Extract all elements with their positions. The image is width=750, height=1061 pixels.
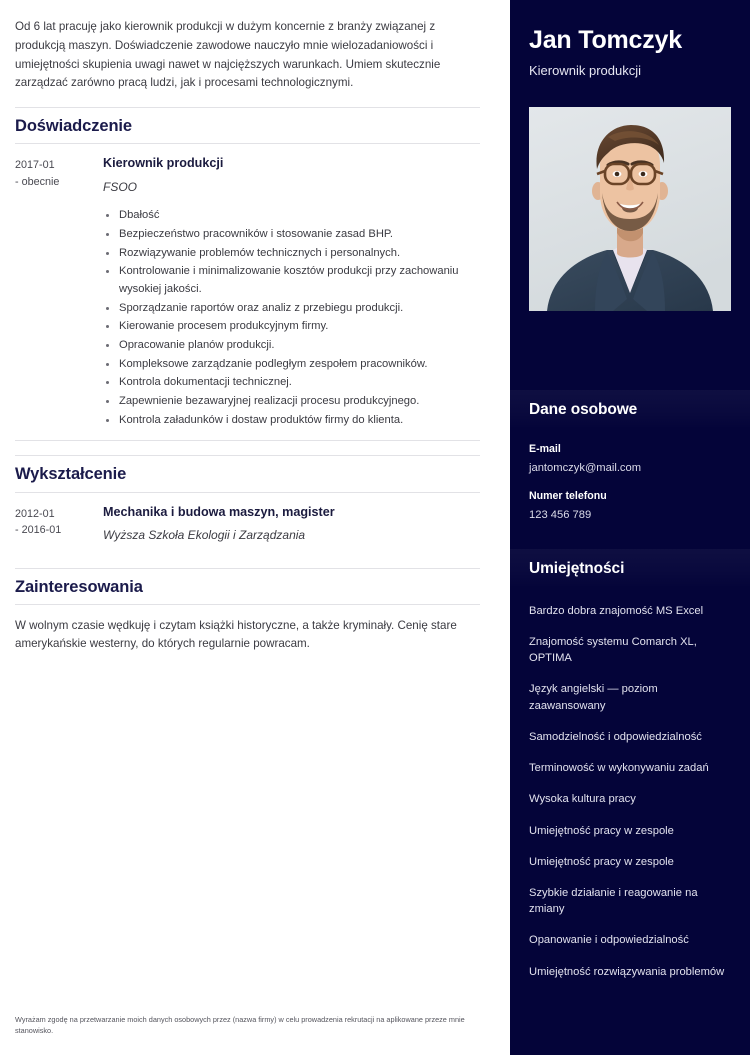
personal-data-section — [510, 390, 750, 523]
skill-item: Opanowanie i odpowiedzialność — [529, 934, 689, 947]
skill-item: Szybkie działanie i reagowanie na zmiany — [529, 886, 698, 916]
interests-text: W wolnym czasie wędkuję i czytam książki historyczne, a także kryminały. Cenię stare amerykańskie westerny, do których regularnie powracam. — [15, 618, 457, 651]
duty-item: Kierowanie procesem produkcyjnym firmy. — [103, 318, 480, 336]
personal-data-header — [510, 390, 750, 429]
education-section-header — [15, 455, 480, 492]
candidate-role: Kierownik produkcji — [529, 63, 641, 78]
contact-label: Numer telefonu — [529, 489, 607, 502]
experience-section — [15, 107, 480, 441]
education-date-from: 2012-01 — [15, 507, 55, 520]
skill-item: Język angielski — poziom zaawansowany — [529, 683, 658, 712]
personal-data-heading: Dane osobowe — [529, 401, 638, 419]
experience-section-header — [15, 107, 480, 144]
experience-heading: Doświadczenie — [15, 117, 132, 136]
experience-dates — [15, 155, 103, 190]
sidebar — [510, 0, 750, 1055]
experience-date-from: 2017-01 — [15, 159, 55, 172]
skill-item: Umiejętność rozwiązywania problemów — [529, 965, 725, 978]
candidate-name: Jan Tomczyk — [529, 26, 682, 54]
skills-header — [510, 549, 750, 588]
interests-heading: Zainteresowania — [15, 577, 143, 596]
skill-item: Terminowość w wykonywaniu zadań — [529, 762, 709, 775]
education-section — [15, 455, 480, 553]
contact-value[interactable]: jantomczyk@mail.com — [529, 461, 642, 474]
duty-item: Sporządzanie raportów oraz analiz z przebiegu produkcji. — [103, 300, 480, 318]
duty-item: Dbałość — [103, 207, 480, 225]
gdpr-consent-clause: Wyrażam zgodę na przetwarzanie moich danych osobowych przez (nazwa firmy) w celu prowadzenia rekrutacji na aplikowane przeze mnie stanowisko. — [15, 1015, 465, 1036]
duty-item: Opracowanie planów produkcji. — [103, 337, 480, 355]
profile-summary: Od 6 lat pracuję jako kierownik produkcji w dużym koncernie z branży związanej z produkcją maszyn. Doświadczenie zawodowe nauczyło mnie wielozadaniowości i umiejętności skupienia uwagi nawet w najcięższych warunkach. Umiem skutecznie zarządzać zarówno pracą ludzi, jak i procesami technologicznymi. — [15, 20, 441, 90]
interests-section — [15, 568, 480, 655]
skill-item: Umiejętność pracy w zespole — [529, 855, 674, 868]
skills-list — [510, 603, 750, 980]
interests-section-header — [15, 568, 480, 605]
education-entry — [15, 493, 480, 554]
contact-item — [529, 443, 731, 476]
education-details — [103, 504, 480, 544]
contact-value[interactable]: 123 456 789 — [529, 508, 592, 521]
experience-details — [103, 155, 480, 430]
contact-list — [510, 443, 750, 523]
education-heading: Wykształcenie — [15, 465, 127, 484]
experience-date-to: - obecnie — [15, 176, 60, 188]
education-school: Wyższa Szkoła Ekologii i Zarządzania — [103, 527, 306, 542]
duty-item: Kontrola dokumentacji technicznej. — [103, 374, 480, 392]
experience-duties-list — [103, 207, 480, 429]
portrait-photo — [529, 107, 731, 311]
skill-item: Umiejętność pracy w zespole — [529, 824, 674, 837]
experience-company: FSOO — [103, 179, 138, 194]
skill-item: Bardzo dobra znajomość MS Excel — [529, 604, 704, 617]
experience-entry — [15, 144, 480, 441]
duty-item: Bezpieczeństwo pracowników i stosowanie zasad BHP. — [103, 226, 480, 244]
experience-position: Kierownik produkcji — [103, 156, 224, 171]
skills-heading: Umiejętności — [529, 559, 625, 577]
skill-item: Znajomość systemu Comarch XL, OPTIMA — [529, 635, 697, 665]
skill-item: Wysoka kultura pracy — [529, 793, 636, 806]
education-degree: Mechanika i budowa maszyn, magister — [103, 504, 335, 519]
skills-section — [510, 549, 750, 980]
skill-item: Samodzielność i odpowiedzialność — [529, 730, 702, 743]
education-date-to: - 2016-01 — [15, 524, 62, 537]
duty-item: Zapewnienie bezawaryjnej realizacji procesu produkcyjnego. — [103, 393, 480, 411]
contact-label: E-mail — [529, 443, 561, 456]
duty-item: Kontrolowanie i minimalizowanie kosztów produkcji przy zachowaniu wysokiej jakości. — [103, 263, 480, 298]
contact-item — [529, 490, 731, 523]
duty-item: Kontrola załadunków i dostaw produktów firmy do klienta. — [103, 412, 480, 430]
education-dates — [15, 504, 103, 539]
duty-item: Rozwiązywanie problemów technicznych i personalnych. — [103, 245, 480, 263]
duty-item: Kompleksowe zarządzanie podległym zespołem pracowników. — [103, 356, 480, 374]
